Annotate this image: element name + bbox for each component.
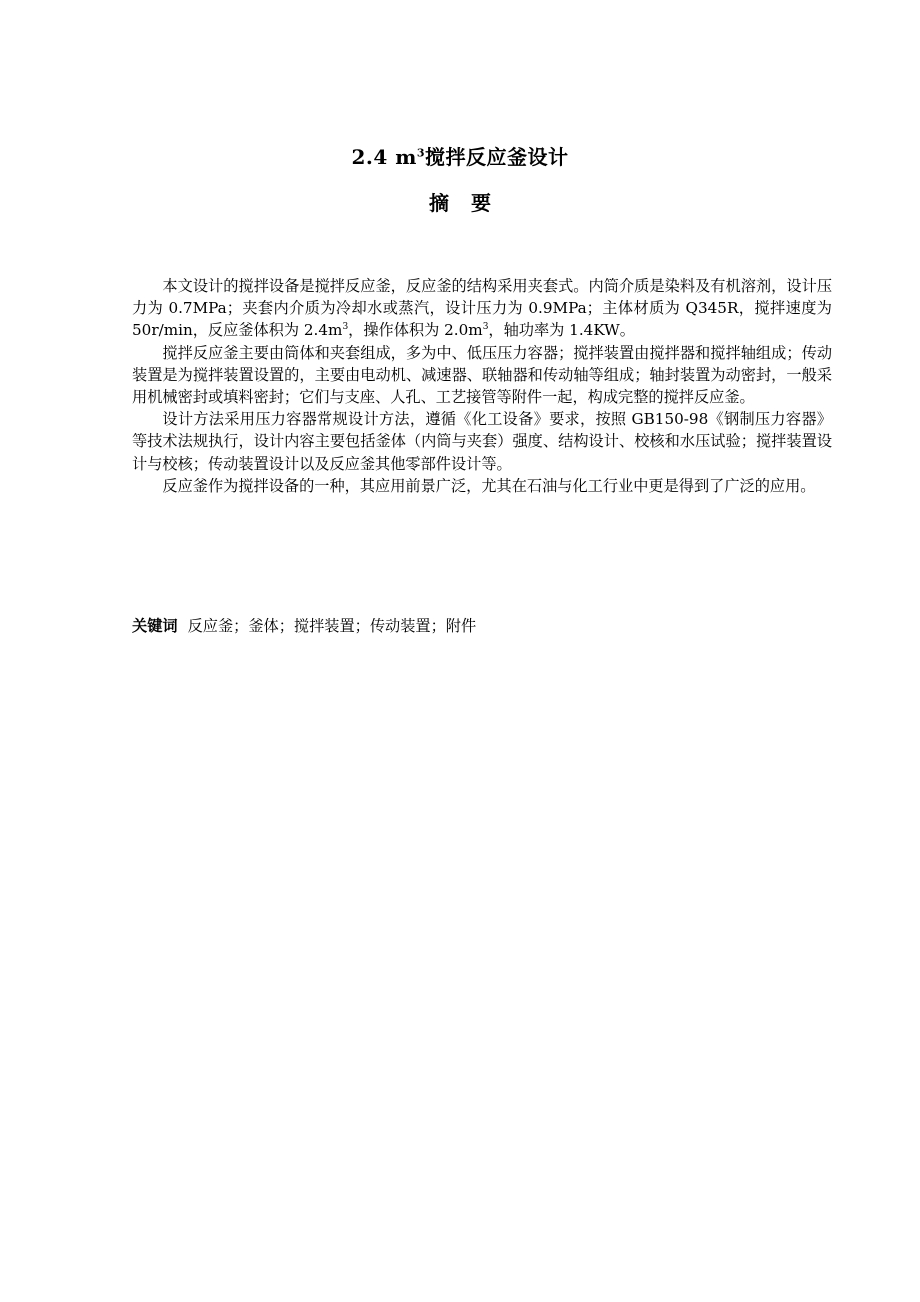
title-superscript: 3 [416,146,426,160]
keywords-label: 关键词 [132,617,178,635]
abstract-paragraph-4: 反应釜作为搅拌设备的一种，其应用前景广泛，尤其在石油与化工行业中更是得到了广泛的应用。 [162,476,816,495]
abstract-paragraph-1 [132,275,832,342]
p1-sup1: 3 [342,322,349,333]
abstract-paragraph-2: 搅拌反应釜主要由筒体和夹套组成，多为中、低压压力容器；搅拌装置由搅拌器和搅拌轴组成；传动装置是为搅拌装置设置的，主要由电动机、减速器、联轴器和传动轴等组成；轴封装置为动密封，一般采用机械密封或填料密封；它们与支座、人孔、工艺接管等附件一起，构成完整的搅拌反应釜。 [132,343,832,407]
document-title [0,142,920,172]
title-prefix: 2.4 m [351,145,417,169]
title-suffix: 搅拌反应釜设计 [425,145,569,169]
abstract-body [132,275,832,497]
keywords-line [132,615,832,637]
abstract-heading: 摘要 [429,191,513,215]
p1-part3: ，轴功率为 1.4KW。 [488,321,635,340]
p1-sup2: 3 [482,322,489,333]
p1-part2: ，操作体积为 2.0m [348,321,483,340]
p1-part1: 本文设计的搅拌设备是搅拌反应釜，反应釜的结构采用夹套式。内筒介质是染料及有机溶剂，设计压力为 0.7MPa；夹套内介质为冷却水或蒸汽，设计压力为 0.9MPa；主体材质为 Q345R，搅拌速度为 50r/min，反应釜体积为 2.4m [132,277,832,340]
keywords-text: 反应釜；釜体；搅拌装置；传动装置；附件 [187,617,477,635]
abstract-paragraph-3: 设计方法采用压力容器常规设计方法，遵循《化工设备》要求，按照 GB150-98《钢制压力容器》等技术法规执行，设计内容主要包括釜体（内筒与夹套）强度、结构设计、校核和水压试验；搅拌装置设计与校核；传动装置设计以及反应釜其他零部件设计等。 [132,410,832,473]
